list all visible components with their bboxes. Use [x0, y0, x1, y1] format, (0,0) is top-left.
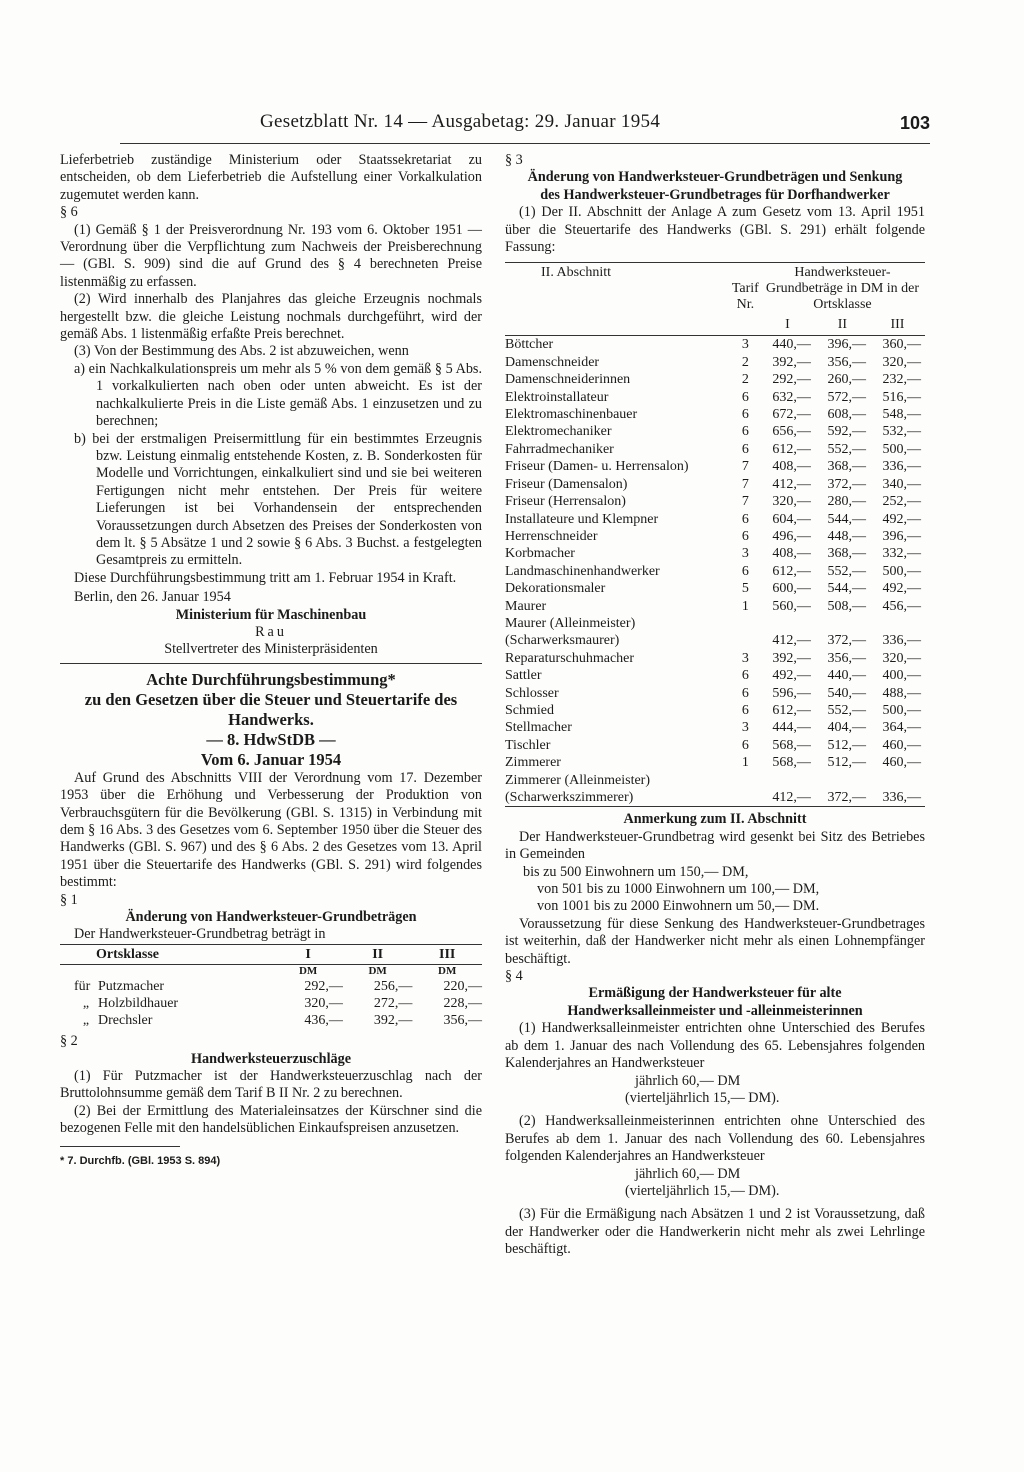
row-name: Maurer [505, 598, 547, 614]
cell: 500,— [882, 563, 921, 579]
tarif-cell: 6 [741, 424, 749, 440]
cell: 392,— [772, 354, 811, 370]
cell: 508,— [827, 598, 866, 614]
tarif-cell: 1 [741, 598, 749, 614]
ministry-name: Ministerium für Maschinenbau [175, 606, 367, 623]
section-1-sign: § 1 [60, 891, 78, 908]
table-header: II. Abschnitt [505, 263, 731, 336]
tarif-cell: 5 [741, 581, 749, 597]
cell: 336,— [870, 772, 925, 807]
table-row [505, 354, 925, 371]
annotation-item: von 1001 bis zu 2000 Einwohnern um 50,— DM. [537, 898, 820, 915]
section-3-title: Änderung von Handwerksteuer-Grundbeträgen und Senkung des Handwerksteuer-Grundbetrages für Dorfhandwerker [527, 169, 903, 203]
row-name: Elektromaschinenbauer [505, 407, 638, 423]
cell: 272,— [373, 996, 413, 1012]
cell: 332,— [882, 546, 921, 562]
table-row [505, 754, 925, 771]
annotation-title: Anmerkung zum II. Abschnitt [623, 811, 807, 828]
cell: 540,— [827, 685, 866, 701]
unit-label: DM [368, 965, 387, 978]
cell: 548,— [882, 407, 921, 423]
section-2-title: Handwerksteuerzuschläge [191, 1050, 351, 1067]
tarif-cell: 6 [741, 389, 749, 405]
cell: 460,— [882, 737, 921, 753]
tarif-cell: 3 [741, 546, 749, 562]
cell: 292,— [304, 979, 343, 995]
tarif-cell: 6 [741, 511, 749, 527]
section-3-sign: § 3 [505, 152, 523, 168]
table-header: I [760, 315, 815, 336]
section-4-title: Ermäßigung der Handwerksteuer für alte Handwerksalleinmeister und -alleinmeisterinnen [567, 985, 863, 1019]
section-divider [60, 663, 482, 664]
row-prefix: „ [82, 1013, 90, 1029]
right-column [505, 152, 925, 1259]
cell: 368,— [827, 459, 866, 475]
table-row [505, 772, 925, 807]
table-row [505, 615, 925, 650]
table-row [505, 598, 925, 615]
row-name: Friseur (Damen- u. Herrensalon) [505, 459, 689, 475]
cell: 456,— [882, 598, 921, 614]
row-name: Elektroinstallateur [505, 389, 609, 405]
tarif-cell: 1 [741, 755, 749, 771]
ortsklasse-table [60, 944, 482, 1029]
row-name: Reparaturschuhmacher [505, 650, 635, 666]
cell: 372,— [827, 476, 866, 492]
cell: 356,— [827, 354, 866, 370]
cell: 672,— [772, 407, 811, 423]
tarif-cell: 7 [741, 459, 749, 475]
row-name: Schmied [505, 702, 554, 718]
cell: 412,— [760, 772, 815, 807]
section-2-para-2: (2) Bei der Ermittlung des Materialeinsatzes der Kürschner sind die bezogenen Felle mit den handelsüblichen Einkaufspreisen anzusetzen. [60, 1102, 482, 1137]
cell: 608,— [827, 407, 866, 423]
decree-title-2: zu den Gesetzen über die Steuer und Steuertarife des Handwerks. [84, 689, 458, 729]
table-row [505, 667, 925, 684]
cell: 440,— [772, 337, 811, 353]
cell: 256,— [373, 979, 413, 995]
section-2-para-1: (1) Für Putzmacher ist der Handwerksteuerzuschlag nach der Bruttolohnsumme gemäß dem Tarif B II Nr. 2 zu berechnen. [60, 1068, 482, 1102]
table-row [505, 511, 925, 528]
section-6-item-a: a) ein Nachkalkulationspreis um mehr als 5 % von dem gemäß § 5 Abs. 1 vorkalkulierten nach oben oder unten abweicht. Es ist der nachkalkulierte Preis in die Liste gemäß Abs. 1 einzusetzen und zu berechnen; [74, 360, 482, 430]
cell: 392,— [772, 650, 811, 666]
table-row [505, 719, 925, 736]
cell: 404,— [827, 720, 866, 736]
cell: 500,— [882, 702, 921, 718]
table-header: III [870, 315, 925, 336]
cell: 516,— [882, 389, 921, 405]
row-name: Landmaschinenhandwerker [505, 563, 660, 579]
table-row [60, 1012, 482, 1029]
table-header: I [273, 944, 343, 964]
table-header: Handwerksteuer-Grundbeträge in DM in der Ortsklasse [760, 263, 925, 316]
tarif-cell: 2 [741, 354, 749, 370]
unit-label: DM [298, 965, 318, 978]
cell: 412,— [772, 476, 811, 492]
signer-name: Rau [255, 623, 287, 640]
row-prefix: „ [82, 996, 90, 1012]
cell: 560,— [772, 598, 811, 614]
table-row [505, 336, 925, 354]
page-header [120, 113, 930, 144]
row-name: Sattler [505, 668, 542, 684]
annotation-item: von 501 bis zu 1000 Einwohnern um 100,— DM, [537, 881, 820, 898]
section-6-para-3: (3) Von der Bestimmung des Abs. 2 ist abzuweichen, wenn [74, 343, 409, 360]
table-row [60, 978, 482, 995]
cell: 320,— [882, 354, 921, 370]
cell: 596,— [772, 685, 811, 701]
section-4-para-1: (1) Handwerksalleinmeister entrichten ohne Unterschied des Berufes ab dem 1. Januar des nach Vollendung des 65. Lebensjahres folgenden Kalenderjahres an Handwerksteuer [505, 1020, 925, 1072]
row-name: Drechsler [98, 1013, 153, 1029]
row-name: Dekorationsmaler [505, 581, 606, 597]
cell: 336,— [882, 633, 921, 649]
row-name: Installateure und Klempner [505, 511, 659, 527]
row-name: Korbmacher [505, 546, 575, 562]
cell: 532,— [882, 424, 921, 440]
table-row [505, 493, 925, 510]
cell: 232,— [882, 372, 921, 388]
cell: 632,— [772, 389, 811, 405]
table-row [505, 371, 925, 388]
cell: 492,— [772, 668, 811, 684]
row-name: Herrenschneider [505, 528, 598, 544]
table-row [505, 528, 925, 545]
table-header: Ortsklasse [60, 944, 273, 964]
table-row [505, 389, 925, 406]
table-row [505, 563, 925, 580]
table-header: II [815, 315, 870, 336]
table-header: III [412, 944, 482, 964]
section-4-sign: § 4 [505, 968, 523, 985]
tarif-cell: 3 [741, 650, 749, 666]
row-name: Damenschneider [505, 354, 600, 370]
tarif-cell [731, 615, 760, 650]
cell: 408,— [772, 546, 811, 562]
decree-date: Vom 6. Januar 1954 [200, 749, 342, 769]
tarif-cell: 6 [741, 737, 749, 753]
section-4-para-3: (3) Für die Ermäßigung nach Absätzen 1 und 2 ist Voraussetzung, daß der Handwerker oder die Handwerkerin nicht mehr als zwei Lehrlinge beschäftigt. [505, 1206, 925, 1258]
place-date: Berlin, den 26. Januar 1954 [74, 589, 231, 606]
row-name: Friseur (Herrensalon) [505, 494, 626, 510]
table-row [505, 685, 925, 702]
cell: 544,— [827, 581, 866, 597]
tarif-cell: 6 [741, 563, 749, 579]
tarif-cell: 2 [741, 372, 749, 388]
table-header: Tarif Nr. [731, 263, 760, 336]
cell: 396,— [827, 337, 866, 353]
cell: 412,— [772, 633, 811, 649]
cell: 340,— [882, 476, 921, 492]
cell: 392,— [373, 1013, 413, 1029]
table-row [505, 737, 925, 754]
section-1-title: Änderung von Handwerksteuer-Grundbeträgen [125, 909, 417, 926]
cell: 612,— [772, 702, 811, 718]
annotation-condition: Voraussetzung für diese Senkung des Handwerksteuer-Grundbetrages ist weiterhin, daß der Handwerker nicht mehr als einen Lohnempfänger beschäftigt. [505, 915, 925, 967]
cell: 436,— [304, 1013, 343, 1029]
cell: 408,— [772, 459, 811, 475]
cell: 280,— [827, 494, 866, 510]
table-row [505, 476, 925, 493]
cell: 592,— [827, 424, 866, 440]
row-name: Böttcher [505, 337, 554, 353]
tarif-cell [731, 772, 760, 807]
section-1-text: Der Handwerksteuer-Grundbetrag beträgt in [74, 926, 326, 943]
section-6-para-1: (1) Gemäß § 1 der Preisverordnung Nr. 193 vom 6. Oktober 1951 — Verordnung über die Verpflichtung zum Nachweis der Preisberechnung — (GBl. S. 909) sind die auf Grund des § 4 berechneten Preise listenmäßig zu erfassen. [60, 221, 482, 290]
cell: 356,— [827, 650, 866, 666]
section-4-amount-quarterly: (vierteljährlich 15,— DM). [625, 1089, 780, 1106]
tarif-cell: 6 [741, 441, 749, 457]
cell: 572,— [827, 389, 866, 405]
cell: 460,— [882, 755, 921, 771]
table-row [505, 441, 925, 458]
handwerk-table [505, 262, 925, 807]
tarif-cell: 6 [741, 702, 749, 718]
decree-title-1: Achte Durchführungsbestimmung* [146, 669, 396, 689]
cell: 488,— [882, 685, 921, 701]
signer-title: Stellvertreter des Ministerpräsidenten [164, 641, 378, 658]
cell: 500,— [882, 441, 921, 457]
table-header: II [343, 944, 413, 964]
cell: 444,— [772, 720, 811, 736]
cell: 228,— [443, 996, 482, 1012]
row-name: Damenschneiderinnen [505, 372, 631, 388]
section-3-para-1: (1) Der II. Abschnitt der Anlage A zum Gesetz vom 13. April 1951 über die Steuertarife des Handwerks (GBl. S. 291) erhält folgende Fassung: [505, 204, 925, 256]
cell: 448,— [827, 528, 866, 544]
section-2-sign: § 2 [60, 1033, 78, 1050]
section-4-amount-quarterly: (vierteljährlich 15,— DM). [625, 1182, 780, 1199]
annotation-text: Der Handwerksteuer-Grundbetrag wird gesenkt bei Sitz des Betriebes in Gemeinden [505, 828, 925, 863]
table-row [505, 650, 925, 667]
tarif-cell: 7 [741, 494, 749, 510]
row-name: Tischler [505, 737, 551, 753]
cell: 600,— [772, 581, 811, 597]
cell: 320,— [882, 650, 921, 666]
table-row [505, 545, 925, 562]
row-prefix: für [74, 979, 91, 995]
section-4-amount: jährlich 60,— DM [635, 1072, 741, 1089]
gazette-title: Gesetzblatt Nr. 14 — Ausgabetag: 29. Januar 1954 [260, 111, 661, 132]
unit-label: DM [438, 965, 457, 978]
tarif-cell: 7 [741, 476, 749, 492]
effective-date-text: Diese Durchführungsbestimmung tritt am 1. Februar 1954 in Kraft. [74, 569, 457, 586]
cell: 568,— [772, 737, 811, 753]
table-row [505, 458, 925, 475]
cell: 320,— [304, 996, 343, 1012]
section-4-para-2: (2) Handwerksalleinmeisterinnen entrichten ohne Unterschied des Berufes ab dem 1. Januar des nach Vollendung des 60. Lebensjahres folgenden Kalenderjahres an Handwerksteuer [505, 1113, 925, 1165]
row-name: Schlosser [505, 685, 559, 701]
cell: 492,— [882, 581, 921, 597]
cell: 252,— [882, 494, 921, 510]
cell: 400,— [882, 668, 921, 684]
cell: 604,— [772, 511, 811, 527]
cell: 512,— [827, 737, 866, 753]
cell: 372,— [815, 772, 870, 807]
cell: 568,— [772, 755, 811, 771]
cell: 492,— [882, 511, 921, 527]
cell: 552,— [827, 563, 866, 579]
table-row [505, 702, 925, 719]
left-column [60, 152, 482, 1170]
tarif-cell: 6 [741, 685, 749, 701]
cell: 496,— [772, 528, 811, 544]
tarif-cell: 3 [741, 720, 749, 736]
cell: 360,— [882, 337, 921, 353]
tarif-cell: 6 [741, 668, 749, 684]
section-6-item-b: b) bei der erstmaligen Preisermittlung für ein bestimmtes Erzeugnis bzw. Leistung einmalig entstehende Kosten, z. B. Sonderkosten für Modelle und Vorrichtungen, einkalkuliert sind und sie bei weiteren Fertigungen nicht mehr entstehen. Der Preis für weitere Lieferungen ist bei Vorhandensein der entsprechenden Voraussetzungen durch Absetzen des Preises der Sonderkosten von dem lt. § 5 Absätze 1 und 2 sowie § 6 Abs. 3 Buchst. a festgelegten Gesamtpreis zu ermitteln. [74, 430, 482, 569]
cell: 440,— [827, 668, 866, 684]
table-row [505, 423, 925, 440]
row-name: Putzmacher [98, 979, 165, 995]
section-6-para-2: (2) Wird innerhalb des Planjahres das gleiche Erzeugnis nochmals hergestellt bzw. die gleiche Leistung nochmals durchgeführt, wird der gemäß Abs. 1 listenmäßig erfaßte Preis berechnet. [60, 291, 482, 343]
tarif-cell: 3 [741, 337, 749, 353]
row-name: Friseur (Damensalon) [505, 476, 628, 492]
row-name: Stellmacher [505, 720, 572, 736]
row-name: Holzbildhauer [98, 996, 179, 1012]
decree-title-3: — 8. HdwStDB — [206, 729, 336, 749]
cell: 220,— [443, 979, 482, 995]
table-row [505, 406, 925, 423]
row-name: Zimmerer (Alleinmeister) (Scharwerkszimmerer) [505, 772, 731, 807]
section-6-sign: § 6 [60, 204, 78, 221]
tarif-cell: 6 [741, 528, 749, 544]
cell: 356,— [443, 1013, 482, 1029]
cell: 612,— [772, 563, 811, 579]
cell: 656,— [772, 424, 811, 440]
annotation-item: bis zu 500 Einwohnern um 150,— DM, [523, 863, 749, 880]
cell: 612,— [772, 441, 811, 457]
cell: 544,— [827, 511, 866, 527]
table-row [60, 995, 482, 1012]
cell: 396,— [882, 528, 921, 544]
row-name: Maurer (Alleinmeister) (Scharwerksmaurer) [505, 615, 636, 649]
cell: 320,— [772, 494, 811, 510]
row-name: Elektromechaniker [505, 424, 612, 440]
row-name: Zimmerer [505, 755, 561, 771]
section-4-amount: jährlich 60,— DM [635, 1165, 741, 1182]
cell: 364,— [882, 720, 921, 736]
cell: 336,— [882, 459, 921, 475]
tarif-cell: 6 [741, 407, 749, 423]
intro-text: Lieferbetrieb zuständige Ministerium oder Staatssekretariat zu entscheiden, ob dem Lieferbetrieb die Aufstellung einer Vorkalkulation zugemutet werden kann. [60, 152, 482, 203]
row-name: Fahrradmechaniker [505, 441, 614, 457]
cell: 260,— [827, 372, 866, 388]
preamble-text: Auf Grund des Abschnitts VIII der Verordnung vom 17. Dezember 1953 über die Erhöhung und Verbesserung der Produktion von Verbrauchsgütern für die Bevölkerung (GBl. S. 1315) in Verbindung mit dem § 16 Abs. 3 des Gesetzes vom 6. September 1950 über die Steuer des Handwerks (GBl. S. 967) und des § 6 Abs. 2 des Gesetzes vom 13. April 1951 über die Steuertarife des Handwerks (GBl. S. 291) wird folgendes bestimmt: [60, 769, 482, 891]
cell: 552,— [827, 702, 866, 718]
cell: 372,— [827, 633, 866, 649]
table-row [505, 580, 925, 597]
footnote: * 7. Durchfb. (GBl. 1953 S. 894) [60, 1146, 180, 1170]
cell: 292,— [772, 372, 811, 388]
page-number: 103 [899, 113, 930, 133]
cell: 368,— [827, 546, 866, 562]
cell: 552,— [827, 441, 866, 457]
cell: 512,— [827, 755, 866, 771]
